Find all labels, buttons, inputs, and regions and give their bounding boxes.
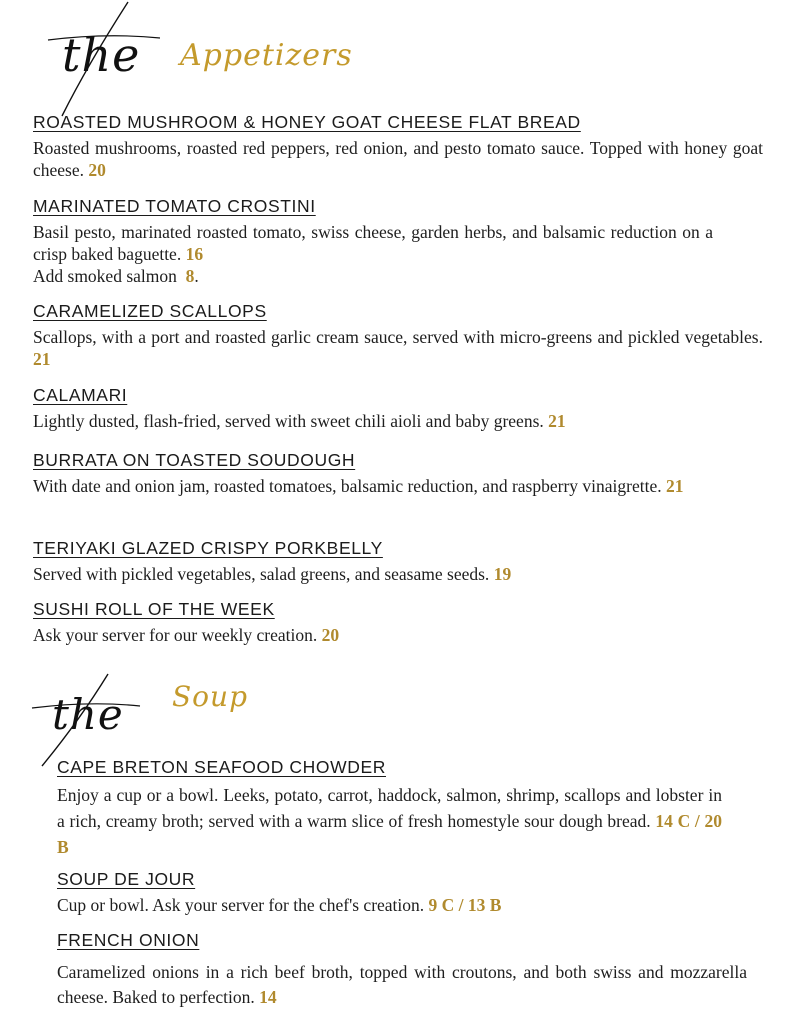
menu-item <box>33 300 763 370</box>
item-desc-text: Cup or bowl. Ask your server for the chef's creation. <box>57 895 425 915</box>
item-description <box>33 475 738 497</box>
soup-title: Soup <box>172 680 248 713</box>
item-description <box>33 326 763 370</box>
item-price: 21 <box>548 411 566 431</box>
appetizers-title: Appetizers <box>180 38 353 73</box>
item-name: SOUP DE JOUR <box>57 869 196 889</box>
item-name: FRENCH ONION <box>57 930 200 950</box>
item-description <box>33 137 763 181</box>
menu-item <box>33 111 763 181</box>
menu-item <box>33 384 763 432</box>
item-desc-text: Lightly dusted, flash-fried, served with sweet chili aioli and baby greens. <box>33 411 544 431</box>
item-price: 21 <box>33 349 51 369</box>
item-desc-text: Ask your server for our weekly creation. <box>33 625 318 645</box>
menu-item <box>57 756 722 860</box>
item-price: 14 C / 20 B <box>57 811 723 857</box>
addon-text: Add smoked salmon <box>33 266 177 286</box>
menu-item <box>33 598 763 646</box>
menu-item <box>33 537 763 585</box>
item-price: 9 C / 13 B <box>428 895 502 915</box>
item-price: 20 <box>88 160 106 180</box>
menu-item <box>57 868 757 916</box>
item-description <box>33 410 763 432</box>
item-name: SUSHI ROLL OF THE WEEK <box>33 599 275 619</box>
item-price: 19 <box>493 564 512 584</box>
item-name: MARINATED TOMATO CROSTINI <box>33 196 316 216</box>
item-desc-text: Caramelized onions in a rich beef broth, topped with croutons, and both swiss and mozzarella cheese. Baked to perfection. <box>57 962 747 1007</box>
item-description <box>57 782 722 860</box>
item-desc-text: Basil pesto, marinated roasted tomato, swiss cheese, garden herbs, and balsamic reduction on a crisp baked baguette. <box>33 222 713 264</box>
item-description <box>57 960 747 1010</box>
item-name: ROASTED MUSHROOM & HONEY GOAT CHEESE FLAT BREAD <box>33 112 581 132</box>
item-description <box>33 563 763 585</box>
menu-item <box>33 195 713 287</box>
item-price: 14 <box>259 987 277 1007</box>
soup-the: the <box>52 690 124 739</box>
item-name: CARAMELIZED SCALLOPS <box>33 301 267 321</box>
item-desc-text: Enjoy a cup or a bowl. Leeks, potato, carrot, haddock, salmon, shrimp, scallops and lobster in a rich, creamy broth; served with a warm slice of fresh homestyle sour dough bread. <box>57 785 722 831</box>
menu-item <box>57 929 747 1010</box>
item-name: TERIYAKI GLAZED CRISPY PORKBELLY <box>33 538 383 558</box>
appetizers-the: the <box>62 28 141 82</box>
item-name: CALAMARI <box>33 385 128 405</box>
item-desc-text: Served with pickled vegetables, salad greens, and seasame seeds. <box>33 564 490 584</box>
item-desc-text: With date and onion jam, roasted tomatoes, balsamic reduction, and raspberry vinaigrette. <box>33 476 662 496</box>
addon-price: 8 <box>185 266 195 286</box>
item-name: BURRATA ON TOASTED SOUDOUGH <box>33 450 356 470</box>
item-description <box>33 221 713 265</box>
item-price: 16 <box>185 244 204 264</box>
item-price: 21 <box>665 476 684 496</box>
item-description <box>33 624 763 646</box>
item-description <box>57 894 757 916</box>
item-desc-text: Scallops, with a port and roasted garlic cream sauce, served with micro-greens and pickled vegetables. <box>33 327 763 347</box>
item-price: 20 <box>321 625 340 645</box>
item-desc-text: Roasted mushrooms, roasted red peppers, red onion, and pesto tomato sauce. Topped with honey goat cheese. <box>33 138 763 180</box>
item-addon <box>33 265 713 287</box>
menu-item <box>33 449 738 497</box>
addon-end: . <box>194 266 199 286</box>
item-name: CAPE BRETON SEAFOOD CHOWDER <box>57 757 386 777</box>
